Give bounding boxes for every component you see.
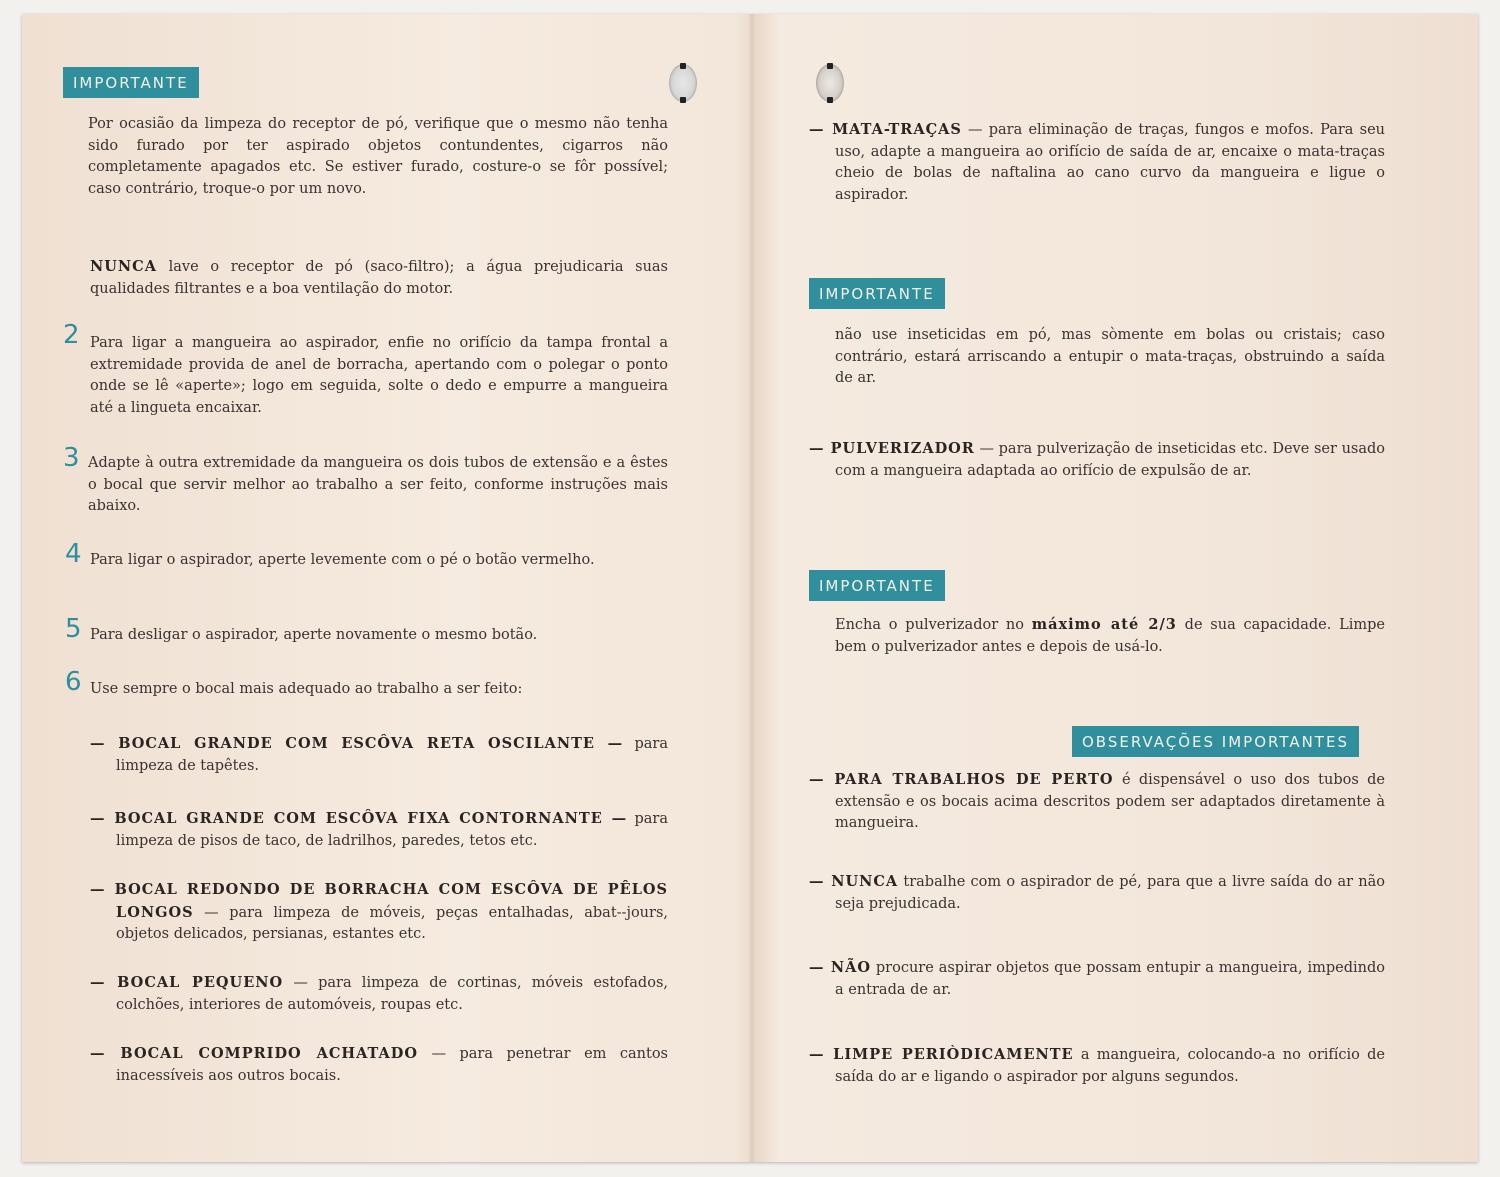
fill-warning-b: de sua capacidade. Limpe bem o pulverizador antes e depois de usá-lo. — [835, 617, 1386, 655]
mata-tracas-item — [809, 119, 1385, 206]
receptor-cleaning-paragraph: Por ocasião da limpeza do receptor de pó, verifique que o mesmo não tenha sido furado por ter aspirado objetos contundentes, cigarros não completamente apagados etc. Se estiver furado, costure-o se fôr possível; caso contrário, troque-o por um novo. — [88, 116, 668, 197]
fill-warning — [835, 614, 1385, 658]
step-2-number: 2 — [63, 320, 80, 350]
fill-warning-bold: máximo até 2/3 — [1031, 616, 1177, 633]
observation-3 — [809, 957, 1385, 1001]
insecticide-warning: não use inseticidas em pó, mas sòmente em bolas ou cristais; caso contrário, estará arriscando a entupir o mata-traças, obstruindo a saída de ar. — [835, 327, 1385, 386]
observation-1 — [809, 769, 1385, 835]
nozzle-item-2-text: para limpeza de pisos de taco, de ladrilhos, paredes, tetos etc. — [116, 811, 668, 849]
important-badge-2: IMPORTANTE — [809, 278, 945, 309]
nozzle-item-5 — [90, 1043, 668, 1087]
important-badge-1: IMPORTANTE — [63, 67, 199, 98]
nozzle-item-1-text: para limpeza de tapêtes. — [116, 736, 668, 774]
nozzle-item-3-lead: — BOCAL REDONDO DE BORRACHA COM ESCÔVA DE PÊLOS LONGOS — [90, 881, 668, 921]
fill-warning-a: Encha o pulverizador no — [835, 617, 1032, 633]
punch-hole-right — [816, 64, 844, 102]
nozzle-item-4-lead: — BOCAL PEQUENO — [90, 974, 284, 991]
step-4-number: 4 — [65, 539, 82, 569]
step-5-number: 5 — [65, 614, 82, 644]
step-6-text: Use sempre o bocal mais adequado ao trabalho a ser feito: — [90, 681, 523, 697]
nozzle-item-4 — [90, 972, 668, 1016]
observation-3-text: procure aspirar objetos que possam entupir a mangueira, impedindo a entrada de ar. — [835, 960, 1385, 998]
step-4-text: Para ligar o aspirador, aperte levemente com o pé o botão vermelho. — [90, 552, 595, 568]
pulverizador-item — [809, 438, 1385, 482]
never-wash-text: lave o receptor de pó (saco-filtro); a água prejudicaria suas qualidades filtrantes e a boa ventilação do motor. — [90, 259, 668, 297]
nozzle-item-1 — [90, 733, 668, 777]
observation-2-text: trabalhe com o aspirador de pé, para que a livre saída do ar não seja prejudicada. — [835, 874, 1385, 912]
important-badge-3: IMPORTANTE — [809, 570, 945, 601]
nozzle-item-1-lead: — BOCAL GRANDE COM ESCÔVA RETA OSCILANTE — — [90, 735, 624, 752]
mata-tracas-text: — para eliminação de traças, fungos e mofos. Para seu uso, adapte a mangueira ao orifício de saída de ar, encaixe o mata-traças cheio de bolas de naftalina ao cano curvo da mangueira e ligue o aspirador. — [835, 122, 1385, 203]
page-fold — [748, 14, 756, 1162]
observation-1-text: é dispensável o uso dos tubos de extensão e os bocais acima descritos podem ser adaptados diretamente à mangueira. — [835, 772, 1386, 831]
step-2-text: Para ligar a mangueira ao aspirador, enfie no orifício da tampa frontal a extremidade provida de anel de borracha, apertando com o polegar o ponto onde se lê «aperte»; logo em seguida, solte o dedo e empurre a mangueira até a lingueta encaixar. — [90, 335, 668, 416]
step-3-number: 3 — [63, 443, 80, 473]
nozzle-item-2 — [90, 808, 668, 852]
step-6-number: 6 — [65, 667, 82, 697]
observations-badge: OBSERVAÇÕES IMPORTANTES — [1072, 726, 1359, 757]
observation-1-lead: — PARA TRABALHOS DE PERTO — [809, 771, 1114, 788]
observation-2-lead: — NUNCA — [809, 873, 899, 890]
nozzle-item-3-text: — para limpeza de móveis, peças entalhadas, abat--jours, objetos delicados, persianas, estantes etc. — [116, 904, 668, 942]
never-lead: NUNCA — [90, 258, 157, 275]
pulverizador-text: — para pulverização de inseticidas etc. Deve ser usado com a mangueira adaptada ao orifício de expulsão de ar. — [835, 441, 1386, 479]
nozzle-item-5-lead: — BOCAL COMPRIDO ACHATADO — [90, 1045, 418, 1062]
observation-4-lead: — LIMPE PERIÒDICAMENTE — [809, 1046, 1074, 1063]
pulverizador-lead: — PULVERIZADOR — [809, 440, 975, 457]
step-5-text: Para desligar o aspirador, aperte novamente o mesmo botão. — [90, 627, 538, 643]
nozzle-item-3 — [90, 879, 668, 946]
observation-4 — [809, 1044, 1385, 1088]
never-wash-paragraph — [90, 256, 668, 300]
mata-tracas-lead: — MATA-TRAÇAS — [809, 121, 962, 138]
nozzle-item-5-text: — para penetrar em cantos inacessíveis aos outros bocais. — [116, 1046, 668, 1084]
observation-2 — [809, 871, 1385, 915]
nozzle-item-2-lead: — BOCAL GRANDE COM ESCÔVA FIXA CONTORNANTE — — [90, 810, 628, 827]
punch-hole-left — [669, 64, 697, 102]
step-3-text: Adapte à outra extremidade da mangueira os dois tubos de extensão e a êstes o bocal que servir melhor ao trabalho a ser feito, conforme instruções mais abaixo. — [88, 455, 668, 514]
observation-4-text: a mangueira, colocando-a no orifício de saída do ar e ligando o aspirador por alguns segundos. — [835, 1047, 1385, 1085]
observation-3-lead: — NÃO — [809, 959, 871, 976]
nozzle-item-4-text: — para limpeza de cortinas, móveis estofados, colchões, interiores de automóveis, roupas etc. — [116, 975, 668, 1013]
